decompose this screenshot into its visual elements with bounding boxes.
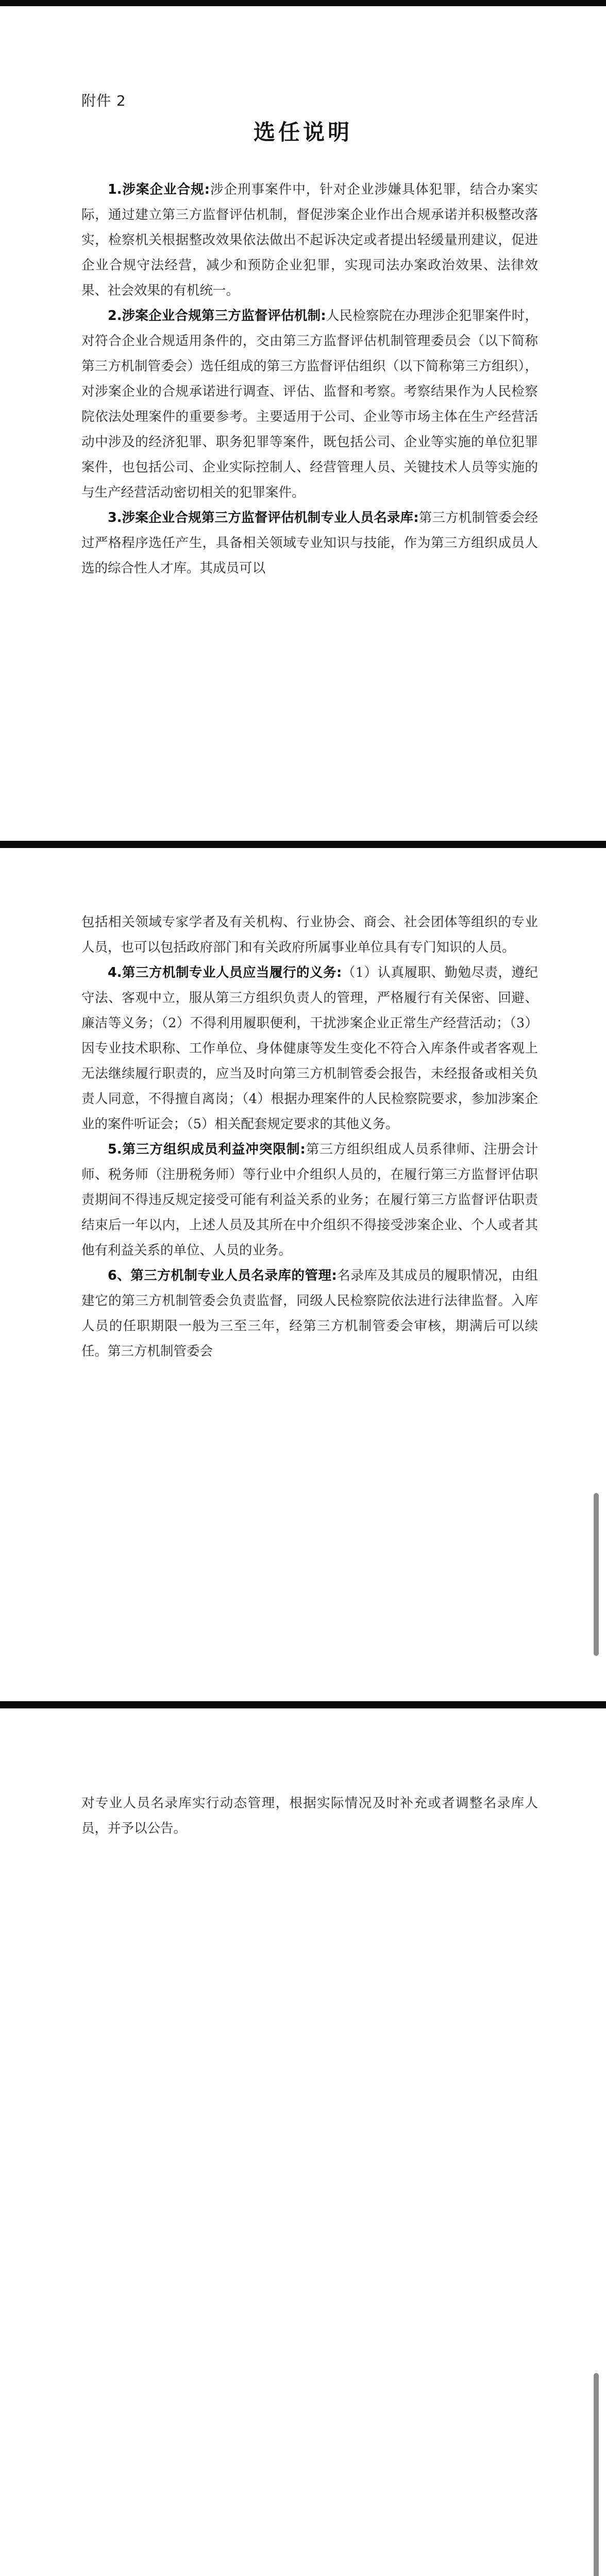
- paragraph-obligations: [81, 960, 538, 1137]
- paragraph-text: （1）认真履职、勤勉尽责，遵纪守法、客观中立，服从第三方组织负责人的管理，严格履行有关保密、回避、廉洁等义务；（2）不得利用履职便利，干扰涉案企业正常生产经营活动；（3）因专业技术职称、工作单位、身体健康等发生变化不符合入库条件或者客观上无法继续履行职责的，应当及时向第三方机制管委会报告，未经报备或相关负责人同意，不得擅自离岗；（4）根据办理案件的人民检察院要求，参加涉案企业的案件听证会；（5）相关配套规定要求的其他义务。: [81, 965, 538, 1132]
- paragraph-management-continued: [81, 1791, 538, 1841]
- scrollbar-thumb[interactable]: [594, 2373, 599, 2576]
- paragraph-text: 人民检察院在办理涉企犯罪案件时，对符合企业合规适用条件的，交由第三方监督评估机制管理委员会（以下简称第三方机制管委会）选任组成的第三方监督评估组织（以下简称第三方组织），对涉案企业的合规承诺进行调查、评估、监督和考察。考察结果作为人民检察院依法处理案件的重要参考。主要适用于公司、企业等市场主体在生产经营活动中涉及的经济犯罪、职务犯罪等案件，既包括公司、企业等实施的单位犯罪案件，也包括公司、企业实际控制人、经营管理人员、关键技术人员等实施的与生产经营活动密切相关的犯罪案件。: [81, 308, 538, 500]
- page-2-body: [81, 910, 538, 1364]
- paragraph-roster-continued: [81, 910, 538, 960]
- attachment-label: 附件 2: [81, 92, 126, 109]
- document-page-3: [0, 1708, 606, 2576]
- page-edge-top: [0, 0, 606, 6]
- paragraph-compliance-definition: [81, 177, 538, 303]
- paragraph-text: 涉企刑事案件中，针对企业涉嫌具体犯罪，结合办案实际，通过建立第三方监督评估机制，督促涉案企业作出合规承诺并积极整改落实，检察机关根据整改效果依法做出不起诉决定或者提出轻缓量刑建议，促进企业合规守法经营，减少和预防企业犯罪，实现司法办案政治效果、法律效果、社会效果的有机统一。: [81, 182, 538, 298]
- scrollbar-thumb[interactable]: [594, 1493, 599, 1656]
- page-1-body: [81, 177, 538, 581]
- document-page-1: [0, 6, 606, 841]
- paragraph-heading: 5.第三方组织成员利益冲突限制:: [108, 1142, 306, 1157]
- paragraph-text: 名录库及其成员的履职情况，由组建它的第三方机制管委会负责监督，同级人民检察院依法进行法律监督。入库人员的任职期限一般为三至三年，经第三方机制管委会审核，期满后可以续任。第三方机制管委会: [81, 1268, 538, 1359]
- paragraph-roster-management: [81, 1263, 538, 1364]
- page-3-body: [81, 1791, 538, 1841]
- paragraph-third-party-mechanism: [81, 303, 538, 505]
- paragraph-expert-roster: [81, 505, 538, 581]
- page-separator: [0, 1701, 606, 1708]
- paragraph-heading: 1.涉案企业合规:: [108, 182, 210, 197]
- paragraph-text: 第三方组织组成人员系律师、注册会计师、税务师（注册税务师）等行业中介组织人员的，在履行第三方监督评估职责期间不得违反规定接受可能有利益关系的业务；在履行第三方监督评估职责结束后一年以内，上述人员及其所在中介组织不得接受涉案企业、个人或者其他有利益关系的单位、人员的业务。: [81, 1142, 538, 1258]
- paragraph-heading: 3.涉案企业合规第三方监督评估机制专业人员名录库:: [108, 510, 419, 526]
- document-page-2: [0, 848, 606, 1701]
- paragraph-conflict-of-interest: [81, 1137, 538, 1263]
- page-title: 选任说明: [253, 120, 352, 145]
- paragraph-heading: 4.第三方机制专业人员应当履行的义务:: [108, 965, 342, 980]
- page-separator: [0, 841, 606, 848]
- paragraph-heading: 2.涉案企业合规第三方监督评估机制:: [108, 308, 326, 324]
- paragraph-text: 包括相关领域专家学者及有关机构、行业协会、商会、社会团体等组织的专业人员，也可以包括政府部门和有关政府所属事业单位具有专门知识的人员。: [81, 914, 538, 955]
- paragraph-text: 对专业人员名录库实行动态管理，根据实际情况及时补充或者调整名录库人员，并予以公告。: [81, 1795, 538, 1836]
- paragraph-text: 第三方机制管委会经过严格程序选任产生，具备相关领域专业知识与技能，作为第三方组织成员人选的综合性人才库。其成员可以: [81, 510, 538, 576]
- paragraph-heading: 6、第三方机制专业人员名录库的管理:: [108, 1268, 337, 1283]
